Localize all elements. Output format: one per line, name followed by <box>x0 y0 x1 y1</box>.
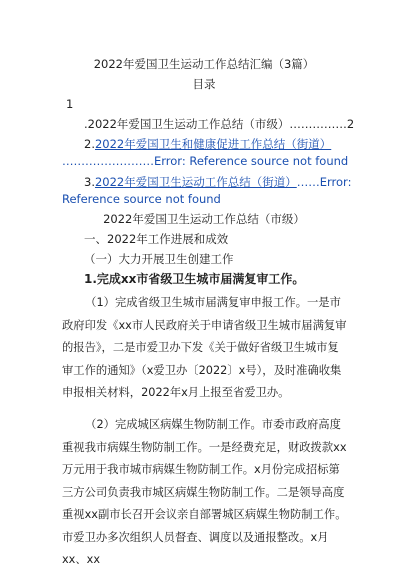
toc-heading: 目录 <box>192 77 216 91</box>
paragraph-1: （1）完成省级卫生城市届满复审申报工作。一是市政府印发《xx市人民政府关于申请省级卫生城市届满复审的报告》，二是市爱卫办下发《关于做好省级卫生城市复审工作的通知》（x爱卫办〔2022〕x号），及时准确收集申报相关材料，2022年x月上报至省爱卫办。 <box>62 296 347 399</box>
toc-entry-3-prefix: 3. <box>84 175 95 189</box>
toc-number: 1 <box>66 97 74 111</box>
toc-entry-2-link[interactable]: 2022年爱国卫生和健康促进工作总结（街道） <box>94 137 332 151</box>
toc-entry-2-error: ……………………Error: Reference source not found <box>62 154 349 168</box>
toc-entry-3-link[interactable]: 2022年爱国卫生运动工作总结（街道） <box>94 175 297 189</box>
heading-level-3: 1.完成xx市省级卫生城市届满复审工作。 <box>84 272 305 286</box>
document-title: 2022年爱国卫生运动工作总结汇编（3篇） <box>93 57 315 71</box>
heading-level-1: 一、2022年工作进展和成效 <box>84 232 229 246</box>
toc-entry-2-prefix: 2. <box>84 137 95 151</box>
heading-level-2: （一）大力开展卫生创建工作 <box>84 252 234 266</box>
toc-entry-3[interactable] <box>84 174 351 190</box>
toc-entry-1: .2022年爱国卫生运动工作总结（市级）……………2 <box>84 117 355 131</box>
toc-entry-3-error: ……Error: <box>296 175 352 189</box>
section-title: 2022年爱国卫生运动工作总结（市级） <box>103 212 305 226</box>
paragraph-2: （2）完成城区病媒生物防制工作。市委市政府高度重视我市病媒生物防制工作。一是经费充足，财政拨款xx万元用于我市城市病媒生物防制工作。x月份完成招标第三方公司负责我市城区病媒生物防制工作。二是领导高度重视xx副市长召开会议亲自部署城区病媒生物防制工作。市爱卫办多次组织人员督查、调度以及通报整改。x月xx、xx <box>62 418 347 566</box>
toc-entry-2[interactable] <box>84 136 331 152</box>
toc-entry-3-error-cont: Reference source not found <box>62 192 221 206</box>
